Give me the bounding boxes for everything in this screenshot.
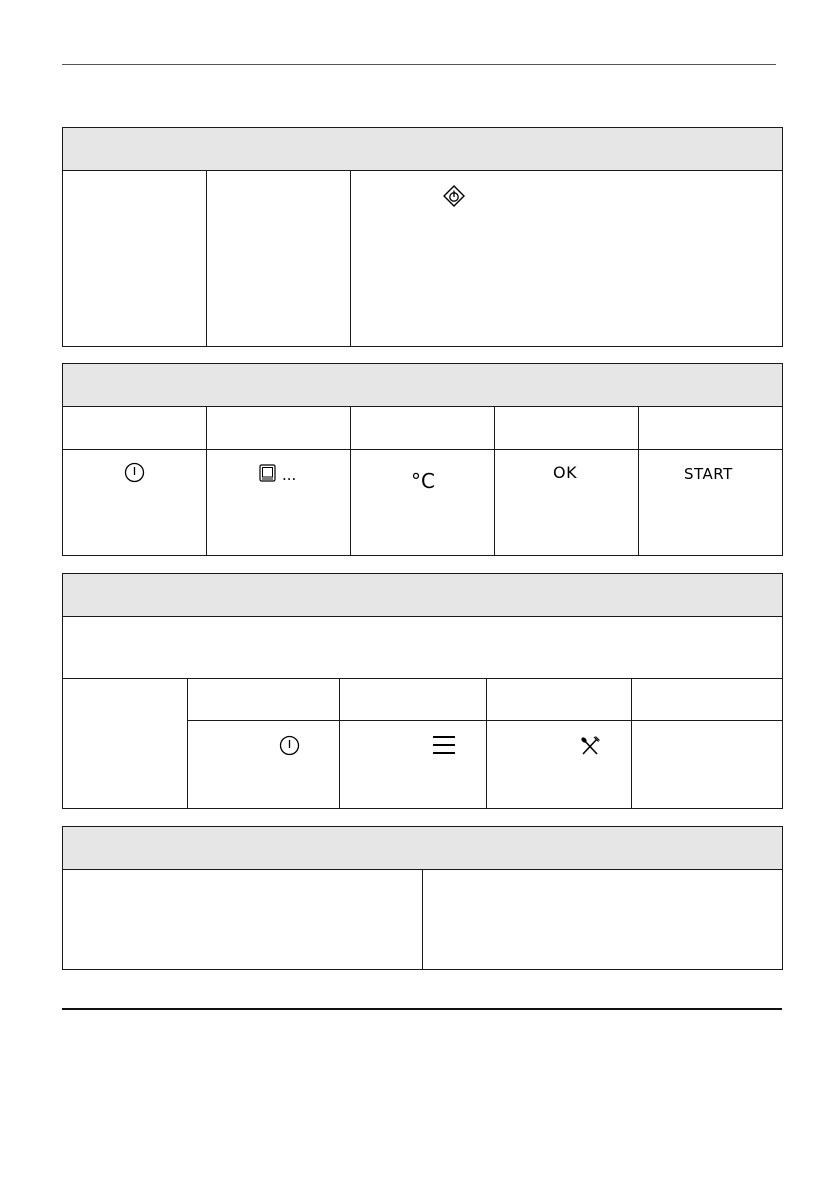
table-3-head-cell-2: [340, 679, 487, 721]
top-rule: [62, 64, 776, 65]
table-2-power-cell: [63, 450, 207, 556]
menu-icon: [432, 734, 456, 756]
table-2-head-cell-1: [63, 407, 207, 450]
table-1-header: [63, 128, 783, 171]
table-1: [62, 127, 783, 347]
table-3-head-cell-4: [632, 679, 783, 721]
table-1-cell-1: [63, 171, 207, 347]
table-4-cell-1: [63, 870, 423, 970]
table-2-head-cell-4: [495, 407, 639, 450]
table-1-cell-3: [351, 171, 783, 347]
oven-function-icon: [259, 464, 276, 482]
power-icon: [279, 735, 300, 756]
table-2-head-cell-5: [639, 407, 783, 450]
power-icon: [124, 462, 145, 483]
temperature-celsius-icon: [411, 470, 435, 492]
table-2-head-cell-2: [207, 407, 351, 450]
table-2-oven-cell: [207, 450, 351, 556]
table-3-cutlery-cell: [487, 721, 632, 809]
table-3: [62, 573, 783, 809]
table-4-cell-2: [423, 870, 783, 970]
table-2-start-cell: [639, 450, 783, 556]
table-2-header: [63, 364, 783, 407]
table-2: [62, 363, 783, 556]
table-4-header: [63, 827, 783, 870]
table-3-description-row: [63, 617, 783, 679]
celsius-label: °C: [411, 470, 435, 492]
start-diamond-icon: [443, 185, 465, 207]
table-3-menu-cell: [340, 721, 487, 809]
table-3-head-cell-1: [188, 679, 340, 721]
table-2-ok-cell: [495, 450, 639, 556]
bottom-rule: [62, 1008, 782, 1010]
table-3-side-cell: [63, 679, 188, 809]
table-3-empty-cell: [632, 721, 783, 809]
table-3-head-cell-3: [487, 679, 632, 721]
table-2-temperature-cell: [351, 450, 495, 556]
start-label: START: [684, 465, 733, 483]
table-2-head-cell-3: [351, 407, 495, 450]
table-3-header: [63, 574, 783, 617]
oven-ellipsis: ...: [282, 466, 297, 484]
cutlery-icon: [580, 736, 600, 756]
table-1-cell-2: [207, 171, 351, 347]
table-3-power-cell: [188, 721, 340, 809]
table-4: [62, 826, 783, 970]
ok-label: OK: [553, 463, 578, 482]
